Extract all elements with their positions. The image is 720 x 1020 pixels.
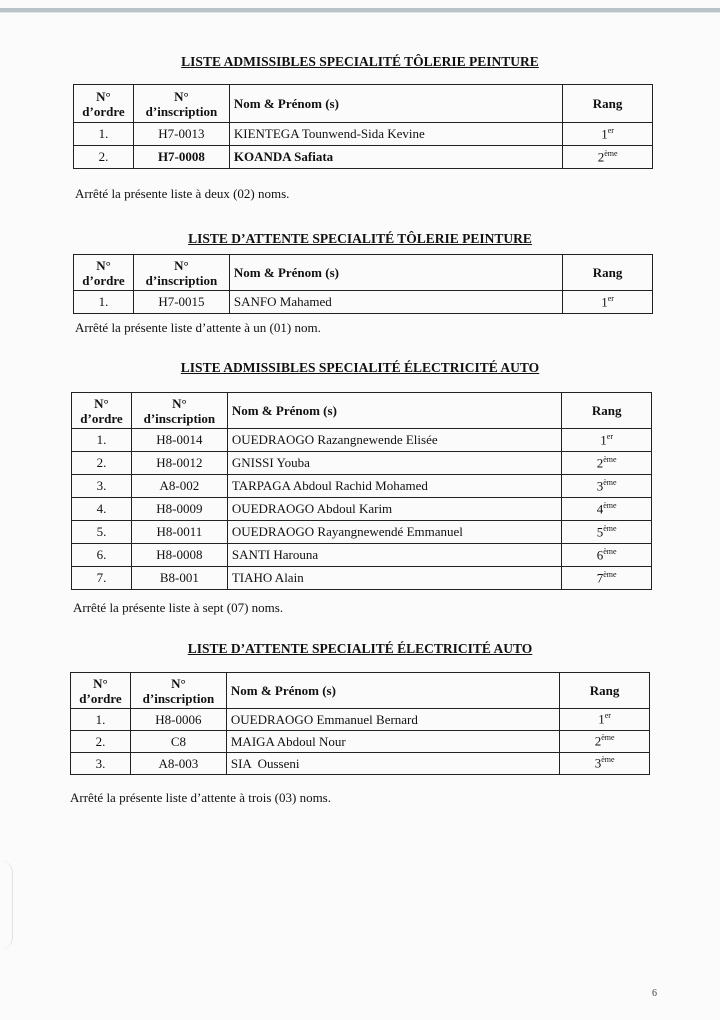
cell-nom: KIENTEGA Tounwend-Sida Kevine [229, 123, 562, 146]
cell-inscription: H7-0013 [133, 123, 229, 146]
cell-nom: GNISSI Youba [227, 452, 561, 475]
cell-nom: OUEDRAOGO Razangnewende Elisée [227, 429, 561, 452]
scan-margin-mark [0, 860, 13, 950]
cell-rang: 2ème [563, 146, 653, 169]
table-row [71, 753, 650, 775]
cell-inscription: H8-0008 [131, 544, 227, 567]
closing-note: Arrêté la présente liste d’attente à trois (03) noms. [70, 790, 331, 805]
cell-ordre: 7. [72, 567, 132, 590]
cell-nom: SANTI Harouna [227, 544, 561, 567]
table-row [71, 709, 650, 731]
table-row [72, 429, 652, 452]
cell-inscription: H8-0009 [131, 498, 227, 521]
cell-ordre: 1. [74, 291, 134, 314]
cell-inscription: A8-003 [130, 753, 226, 775]
cell-rang: 1er [563, 123, 653, 146]
section-title: LISTE D’ATTENTE SPECIALITÉ ÉLECTRICITÉ AUTO [187, 641, 533, 656]
results-table [73, 84, 653, 169]
cell-rang: 4ème [562, 498, 652, 521]
cell-rang: 3ème [560, 753, 650, 775]
cell-nom: OUEDRAOGO Abdoul Karim [227, 498, 561, 521]
table-header-row [71, 673, 650, 709]
table-header-row [72, 393, 652, 429]
cell-inscription: H8-0012 [131, 452, 227, 475]
cell-inscription: H8-0006 [130, 709, 226, 731]
cell-ordre: 4. [72, 498, 132, 521]
cell-nom: TIAHO Alain [227, 567, 561, 590]
cell-ordre: 1. [71, 709, 131, 731]
cell-rang: 1er [562, 429, 652, 452]
cell-nom: TARPAGA Abdoul Rachid Mohamed [227, 475, 561, 498]
header-ordre: N° d’ordre [71, 673, 131, 709]
cell-rang: 2ème [562, 452, 652, 475]
cell-inscription: B8-001 [131, 567, 227, 590]
cell-rang: 3ème [562, 475, 652, 498]
section-title: LISTE ADMISSIBLES SPECIALITÉ ÉLECTRICITÉ AUTO [180, 360, 540, 375]
table-row [72, 567, 652, 590]
cell-rang: 6ème [562, 544, 652, 567]
header-nom: Nom & Prénom (s) [226, 673, 559, 709]
results-table [70, 672, 650, 775]
closing-note: Arrêté la présente liste d’attente à un (01) nom. [75, 320, 321, 335]
cell-rang: 7ème [562, 567, 652, 590]
header-rang: Rang [562, 393, 652, 429]
cell-inscription: H7-0008 [133, 146, 229, 169]
cell-nom: SANFO Mahamed [229, 291, 562, 314]
page-number: 6 [652, 988, 657, 999]
table-header-row [74, 255, 653, 291]
cell-inscription: H8-0014 [131, 429, 227, 452]
section-title: LISTE D’ATTENTE SPECIALITÉ TÔLERIE PEINTURE [188, 231, 532, 246]
table-header-row [74, 85, 653, 123]
table-row [74, 146, 653, 169]
cell-ordre: 3. [71, 753, 131, 775]
cell-ordre: 2. [71, 731, 131, 753]
cell-nom: MAIGA Abdoul Nour [226, 731, 559, 753]
table-row [74, 123, 653, 146]
section-title: LISTE ADMISSIBLES SPECIALITÉ TÔLERIE PEINTURE [181, 54, 539, 69]
cell-rang: 1er [563, 291, 653, 314]
header-ordre: N° d’ordre [72, 393, 132, 429]
header-rang: Rang [560, 673, 650, 709]
cell-ordre: 1. [74, 123, 134, 146]
results-table [71, 392, 652, 590]
table-row [74, 291, 653, 314]
header-rang: Rang [563, 255, 653, 291]
header-ordre: N° d’ordre [74, 255, 134, 291]
cell-ordre: 2. [74, 146, 134, 169]
header-inscription: N° d’inscription [133, 85, 229, 123]
cell-ordre: 5. [72, 521, 132, 544]
cell-nom: OUEDRAOGO Emmanuel Bernard [226, 709, 559, 731]
cell-rang: 1er [560, 709, 650, 731]
cell-ordre: 1. [72, 429, 132, 452]
header-nom: Nom & Prénom (s) [229, 85, 562, 123]
cell-ordre: 2. [72, 452, 132, 475]
closing-note: Arrêté la présente liste à deux (02) noms. [75, 186, 290, 201]
results-table [73, 254, 653, 314]
table-row [72, 544, 652, 567]
header-nom: Nom & Prénom (s) [227, 393, 561, 429]
header-rang: Rang [563, 85, 653, 123]
cell-nom: KOANDA Safiata [229, 146, 562, 169]
table-row [72, 498, 652, 521]
table-row [71, 731, 650, 753]
header-inscription: N° d’inscription [133, 255, 229, 291]
scan-top-border-shadow [0, 12, 720, 13]
table-row [72, 521, 652, 544]
header-inscription: N° d’inscription [130, 673, 226, 709]
cell-rang: 5ème [562, 521, 652, 544]
cell-inscription: A8-002 [131, 475, 227, 498]
cell-inscription: C8 [130, 731, 226, 753]
closing-note: Arrêté la présente liste à sept (07) noms. [73, 600, 284, 615]
header-inscription: N° d’inscription [131, 393, 227, 429]
header-nom: Nom & Prénom (s) [229, 255, 562, 291]
cell-rang: 2ème [560, 731, 650, 753]
cell-nom: SIA Ousseni [226, 753, 559, 775]
table-row [72, 475, 652, 498]
header-ordre: N° d’ordre [74, 85, 134, 123]
cell-ordre: 3. [72, 475, 132, 498]
table-row [72, 452, 652, 475]
cell-inscription: H7-0015 [133, 291, 229, 314]
cell-ordre: 6. [72, 544, 132, 567]
cell-inscription: H8-0011 [131, 521, 227, 544]
cell-nom: OUEDRAOGO Rayangnewendé Emmanuel [227, 521, 561, 544]
